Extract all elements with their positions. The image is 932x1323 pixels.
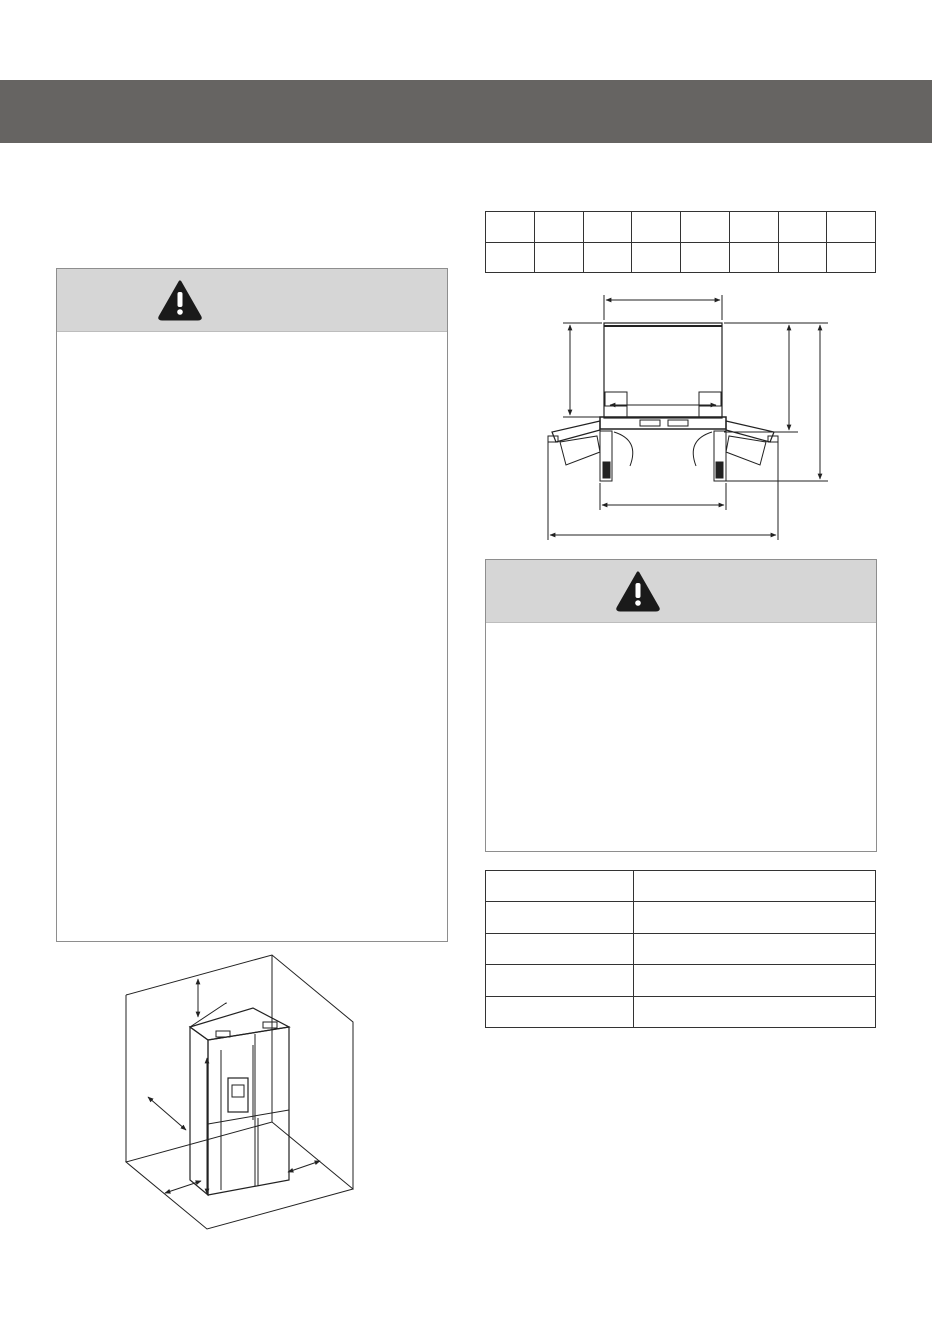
- table-cell: [634, 871, 876, 902]
- table-cell: [486, 212, 535, 243]
- section-header-band: [0, 80, 932, 143]
- table-row: [486, 902, 876, 933]
- table-cell: [486, 933, 634, 964]
- table-cell: [583, 242, 632, 273]
- warning-triangle-icon: [615, 570, 661, 612]
- clearances-table: [485, 870, 876, 1028]
- table-cell: [534, 212, 583, 243]
- fridge-installation-clearance-icon: [120, 950, 360, 1235]
- warning-box-right: [485, 559, 877, 852]
- warning-triangle-icon: [157, 279, 203, 321]
- table-cell: [827, 242, 876, 273]
- table-cell: [778, 212, 827, 243]
- table-cell: [634, 965, 876, 996]
- fridge-top-view-dimensions-icon: [540, 290, 840, 545]
- table-cell: [634, 996, 876, 1027]
- warning-box-left: [56, 268, 448, 942]
- table-row: [486, 933, 876, 964]
- table-cell: [534, 242, 583, 273]
- table-cell: [486, 965, 634, 996]
- table-cell: [632, 212, 681, 243]
- table-row: [486, 212, 876, 243]
- table-cell: [827, 212, 876, 243]
- table-row: [486, 996, 876, 1027]
- table-cell: [634, 902, 876, 933]
- table-cell: [681, 242, 730, 273]
- table-cell: [486, 871, 634, 902]
- table-cell: [583, 212, 632, 243]
- table-cell: [486, 996, 634, 1027]
- table-cell: [729, 242, 778, 273]
- warning-header: [486, 560, 876, 623]
- dimensions-table: [485, 211, 876, 273]
- table-cell: [486, 902, 634, 933]
- table-row: [486, 871, 876, 902]
- table-row: [486, 242, 876, 273]
- table-cell: [729, 212, 778, 243]
- table-cell: [634, 933, 876, 964]
- table-cell: [486, 242, 535, 273]
- warning-header: [57, 269, 447, 332]
- table-cell: [681, 212, 730, 243]
- table-cell: [778, 242, 827, 273]
- table-cell: [632, 242, 681, 273]
- table-row: [486, 965, 876, 996]
